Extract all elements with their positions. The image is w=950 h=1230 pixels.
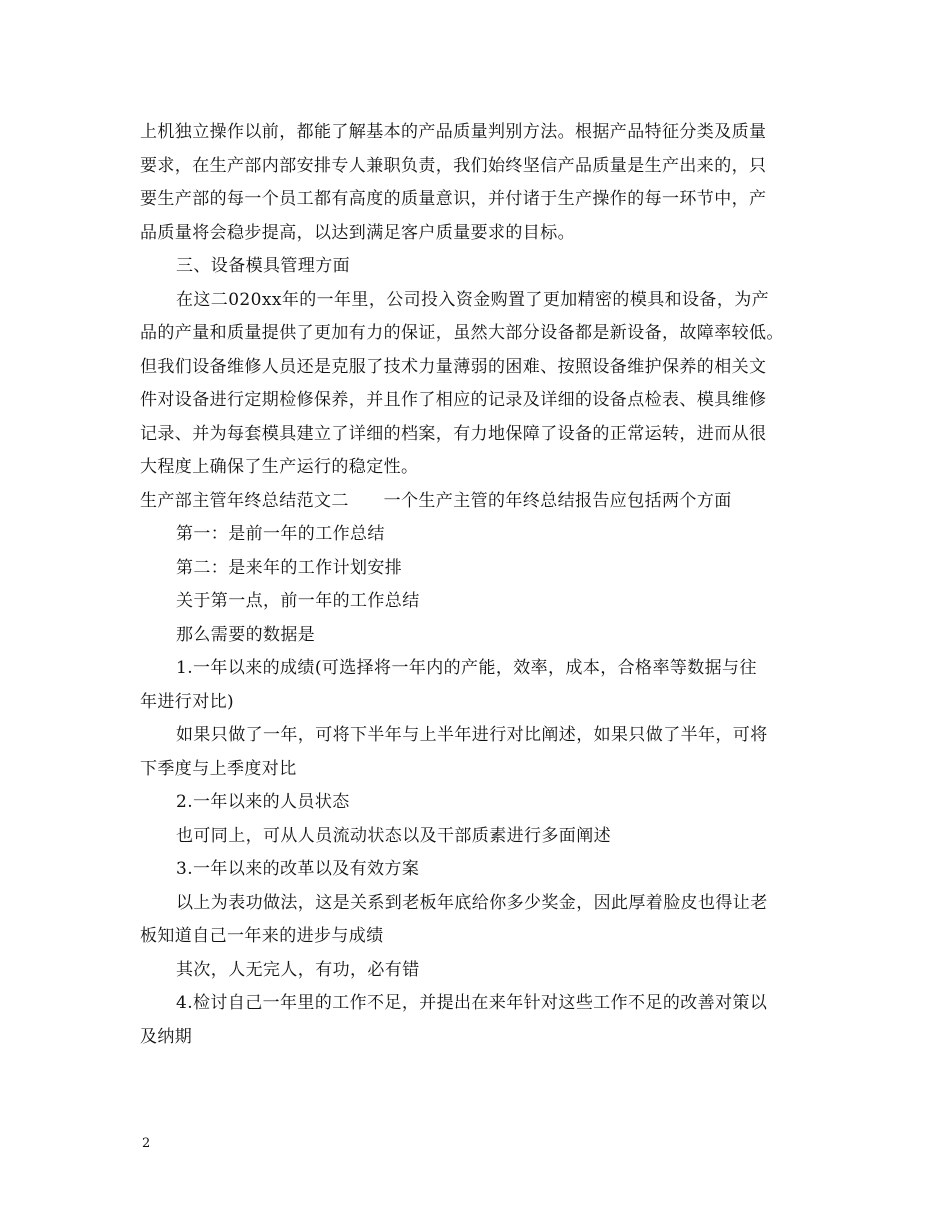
text-line-11: 大程度上确保了生产运行的稳定性。 (140, 457, 419, 477)
text-line-6: 在这二020xx年的一年里，公司投入资金购置了更加精密的模具和设备，为产 (176, 289, 770, 310)
text-line-14: 第二：是来年的工作计划安排 (176, 557, 403, 578)
section-title-sample-two: 生产部主管年终总结范文二 一个生产主管的年终总结报告应包括两个方面 (140, 490, 732, 511)
list-item-1: 1.一年以来的成绩(可选择将一年内的产能，效率，成本，合格率等数据与往 (176, 658, 757, 678)
text-line-2: 要求，在生产部内部安排专人兼职负责，我们始终坚信产品质量是生产出来的，只 (140, 155, 767, 176)
text-line-26: 其次，人无完人，有功，必有错 (176, 959, 420, 980)
document-body (140, 116, 820, 1054)
text-line-20: 下季度与上季度对比 (140, 758, 297, 779)
list-item-3: 3.一年以来的改革以及有效方案 (176, 859, 420, 879)
text-line-10: 记录、并为每套模具建立了详细的档案，有力地保障了设备的正常运转，进而从很 (140, 423, 767, 444)
text-line-13: 第一：是前一年的工作总结 (176, 524, 385, 544)
list-item-2: 2.一年以来的人员状态 (176, 792, 350, 812)
text-line-3: 要生产部的每一个员工都有高度的质量意识，并付诸于生产操作的每一环节中，产 (140, 189, 767, 209)
text-line-9: 件对设备进行定期检修保养，并且作了相应的记录及详细的设备点检表、模具维修 (140, 390, 767, 410)
section-heading-equipment: 三、设备模具管理方面 (176, 256, 350, 276)
text-line-1: 上机独立操作以前，都能了解基本的产品质量判别方法。根据产品特征分类及质量 (140, 122, 767, 142)
text-line-15: 关于第一点，前一年的工作总结 (176, 591, 420, 611)
text-line-19: 如果只做了一年，可将下半年与上半年进行对比阐述，如果只做了半年，可将 (176, 725, 768, 745)
text-line-16: 那么需要的数据是 (176, 624, 316, 645)
text-line-25: 板知道自己一年来的进步与成绩 (140, 926, 384, 946)
page-number: 2 (142, 1136, 151, 1151)
list-item-1-continued: 年进行对比) (140, 691, 235, 712)
text-line-7: 品的产量和质量提供了更加有力的保证，虽然大部分设备都是新设备，故障率较低。 (140, 323, 784, 343)
text-line-22: 也可同上，可从人员流动状态以及干部质素进行多面阐述 (176, 825, 611, 846)
text-line-8: 但我们设备维修人员还是克服了技术力量薄弱的困难、按照设备维护保养的相关文 (140, 356, 767, 377)
text-line-4: 品质量将会稳步提高，以达到满足客户质量要求的目标。 (140, 222, 575, 243)
list-item-4: 4.检讨自己一年里的工作不足，并提出在来年针对这些工作不足的改善对策以 (176, 993, 768, 1013)
text-line-24: 以上为表功做法，这是关系到老板年底给你多少奖金，因此厚着脸皮也得让老 (176, 892, 768, 913)
list-item-4-continued: 及纳期 (140, 1026, 193, 1047)
